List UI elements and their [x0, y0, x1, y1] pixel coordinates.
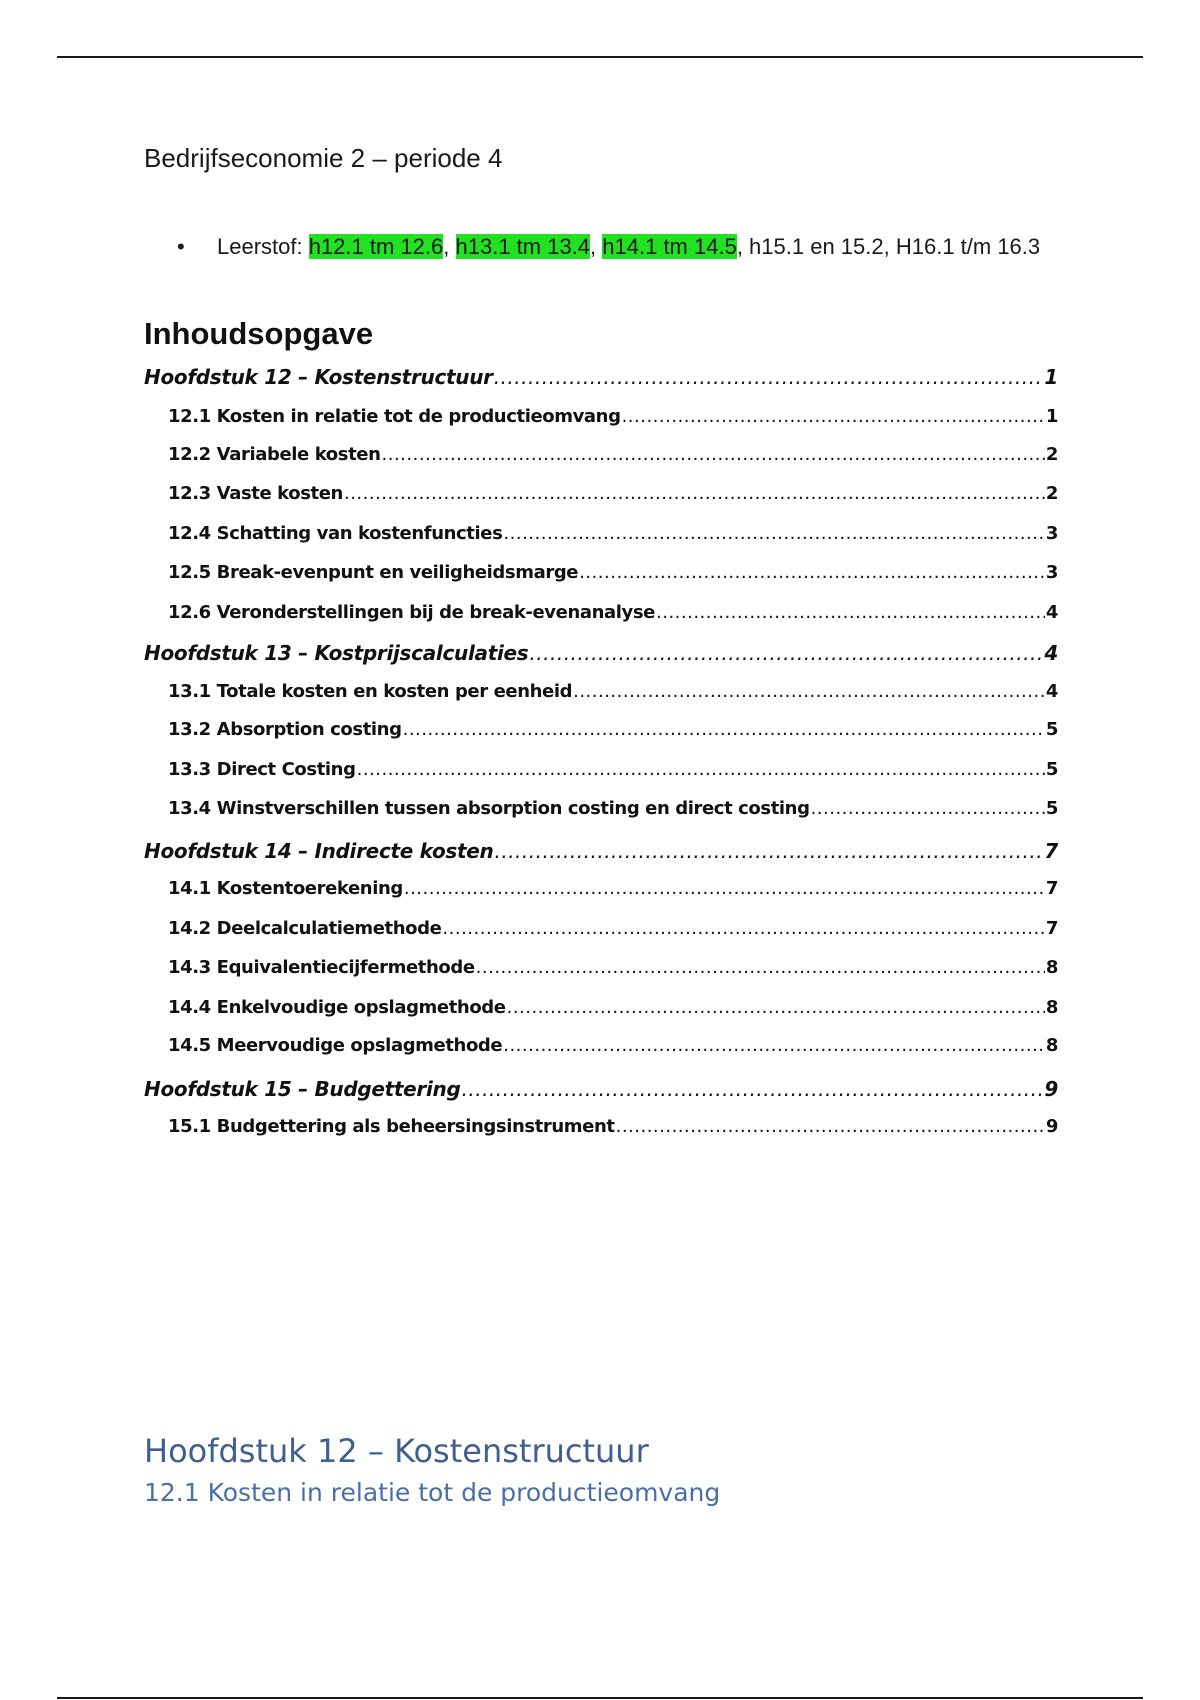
bullet-dot: • — [177, 234, 185, 259]
leerstof-separator: , — [590, 234, 603, 259]
toc-section-entry[interactable] — [144, 878, 1058, 899]
toc-entry-page: 3 — [1045, 562, 1058, 583]
leerstof-text — [217, 232, 1044, 261]
toc-entry-label: 12.2 Variabele kosten — [168, 444, 381, 465]
document-title: Bedrijfseconomie 2 – periode 4 — [144, 143, 503, 173]
leerstof-separator: , — [443, 234, 456, 259]
page-bottom-rule — [57, 1697, 1143, 1699]
toc-section-entry[interactable] — [144, 918, 1058, 939]
toc-entry-label: Hoofdstuk 14 – Indirecte kosten — [144, 839, 494, 863]
toc-entry-page: 8 — [1045, 997, 1058, 1018]
toc-entry-page: 2 — [1045, 483, 1058, 504]
toc-entry-page: 4 — [1045, 681, 1058, 702]
toc-entry-page: 7 — [1045, 878, 1058, 899]
toc-dot-leader — [462, 1077, 1044, 1101]
toc-section-entry[interactable] — [144, 1116, 1058, 1137]
toc-section-entry[interactable] — [144, 759, 1058, 780]
toc-entry-page: 2 — [1045, 444, 1058, 465]
toc-dot-leader — [573, 681, 1045, 702]
toc-dot-leader — [507, 997, 1045, 1018]
toc-entry-label: 13.1 Totale kosten en kosten per eenheid — [168, 681, 573, 702]
toc-entry-page: 4 — [1044, 641, 1058, 665]
toc-dot-leader — [344, 483, 1045, 504]
toc-dot-leader — [476, 957, 1045, 978]
toc-entry-label: 12.4 Schatting van kostenfuncties — [168, 523, 503, 544]
toc-section-entry[interactable] — [144, 523, 1058, 544]
chapter-heading: Hoofdstuk 12 – Kostenstructuur — [144, 1432, 649, 1470]
toc-dot-leader — [404, 878, 1045, 899]
toc-chapter-entry[interactable] — [144, 839, 1058, 863]
toc-entry-page: 1 — [1044, 365, 1058, 389]
toc-dot-leader — [494, 365, 1044, 389]
toc-entry-label: Hoofdstuk 12 – Kostenstructuur — [144, 365, 493, 389]
toc-entry-label: 14.2 Deelcalculatiemethode — [168, 918, 442, 939]
toc-section-entry[interactable] — [144, 719, 1058, 740]
toc-entry-label: 12.5 Break-evenpunt en veiligheidsmarge — [168, 562, 579, 583]
toc-dot-leader — [503, 1035, 1045, 1056]
toc-section-entry[interactable] — [144, 681, 1058, 702]
toc-entry-label: 14.3 Equivalentiecijfermethode — [168, 957, 475, 978]
toc-section-entry[interactable] — [144, 997, 1058, 1018]
leerstof-highlight-h13: h13.1 tm 13.4 — [455, 234, 591, 259]
toc-dot-leader — [811, 798, 1045, 819]
leerstof-prefix: Leerstof: — [217, 234, 309, 259]
toc-entry-label: 13.2 Absorption costing — [168, 719, 402, 740]
toc-entry-label: 12.3 Vaste kosten — [168, 483, 343, 504]
toc-dot-leader — [503, 523, 1044, 544]
toc-dot-leader — [403, 719, 1045, 740]
toc-entry-label: 14.4 Enkelvoudige opslagmethode — [168, 997, 506, 1018]
toc-entry-page: 7 — [1044, 839, 1058, 863]
toc-entry-page: 5 — [1045, 759, 1058, 780]
toc-entry-label: 12.6 Veronderstellingen bij de break-evenanalyse — [168, 602, 655, 623]
toc-dot-leader — [616, 1116, 1045, 1137]
toc-section-entry[interactable] — [144, 1035, 1058, 1056]
toc-dot-leader — [622, 406, 1045, 427]
toc-section-entry[interactable] — [144, 602, 1058, 623]
toc-entry-page: 9 — [1044, 1077, 1058, 1101]
section-heading: 12.1 Kosten in relatie tot de productieomvang — [144, 1478, 721, 1507]
leerstof-rest: , h15.1 en 15.2, H16.1 t/m 16.3 — [736, 234, 1041, 259]
toc-section-entry[interactable] — [144, 483, 1058, 504]
toc-dot-leader — [382, 444, 1045, 465]
toc-chapter-entry[interactable] — [144, 1077, 1058, 1101]
toc-entry-page: 7 — [1045, 918, 1058, 939]
toc-entry-page: 3 — [1045, 523, 1058, 544]
toc-chapter-entry[interactable] — [144, 365, 1058, 389]
toc-section-entry[interactable] — [144, 957, 1058, 978]
toc-dot-leader — [529, 641, 1043, 665]
toc-section-entry[interactable] — [144, 444, 1058, 465]
toc-entry-page: 8 — [1045, 1035, 1058, 1056]
page-top-rule — [57, 56, 1143, 58]
toc-entry-label: 13.4 Winstverschillen tussen absorption costing en direct costing — [168, 798, 810, 819]
toc-dot-leader — [494, 839, 1043, 863]
toc-entry-label: 14.5 Meervoudige opslagmethode — [168, 1035, 503, 1056]
toc-dot-leader — [442, 918, 1044, 939]
toc-entry-label: 13.3 Direct Costing — [168, 759, 356, 780]
toc-entry-page: 5 — [1045, 719, 1058, 740]
toc-entry-label: 15.1 Budgettering als beheersingsinstrument — [168, 1116, 615, 1137]
leerstof-bullet — [144, 232, 1044, 261]
leerstof-highlight-h14: h14.1 tm 14.5 — [602, 234, 737, 259]
toc-entry-label: 12.1 Kosten in relatie tot de productieomvang — [168, 406, 621, 427]
toc-dot-leader — [357, 759, 1045, 780]
toc-section-entry[interactable] — [144, 562, 1058, 583]
toc-section-entry[interactable] — [144, 406, 1058, 427]
toc-entry-label: Hoofdstuk 15 – Budgettering — [144, 1077, 461, 1101]
toc-entry-label: Hoofdstuk 13 – Kostprijscalculaties — [144, 641, 529, 665]
toc-dot-leader — [579, 562, 1045, 583]
toc-entry-page: 1 — [1045, 406, 1058, 427]
toc-dot-leader — [656, 602, 1045, 623]
toc-title: Inhoudsopgave — [144, 316, 374, 351]
toc-entry-page: 9 — [1045, 1116, 1058, 1137]
toc-entry-label: 14.1 Kostentoerekening — [168, 878, 403, 899]
toc-chapter-entry[interactable] — [144, 641, 1058, 665]
toc-entry-page: 5 — [1045, 798, 1058, 819]
toc-section-entry[interactable] — [144, 798, 1058, 819]
toc-entry-page: 8 — [1045, 957, 1058, 978]
leerstof-highlight-h12: h12.1 tm 12.6 — [308, 234, 444, 259]
toc-entry-page: 4 — [1045, 602, 1058, 623]
